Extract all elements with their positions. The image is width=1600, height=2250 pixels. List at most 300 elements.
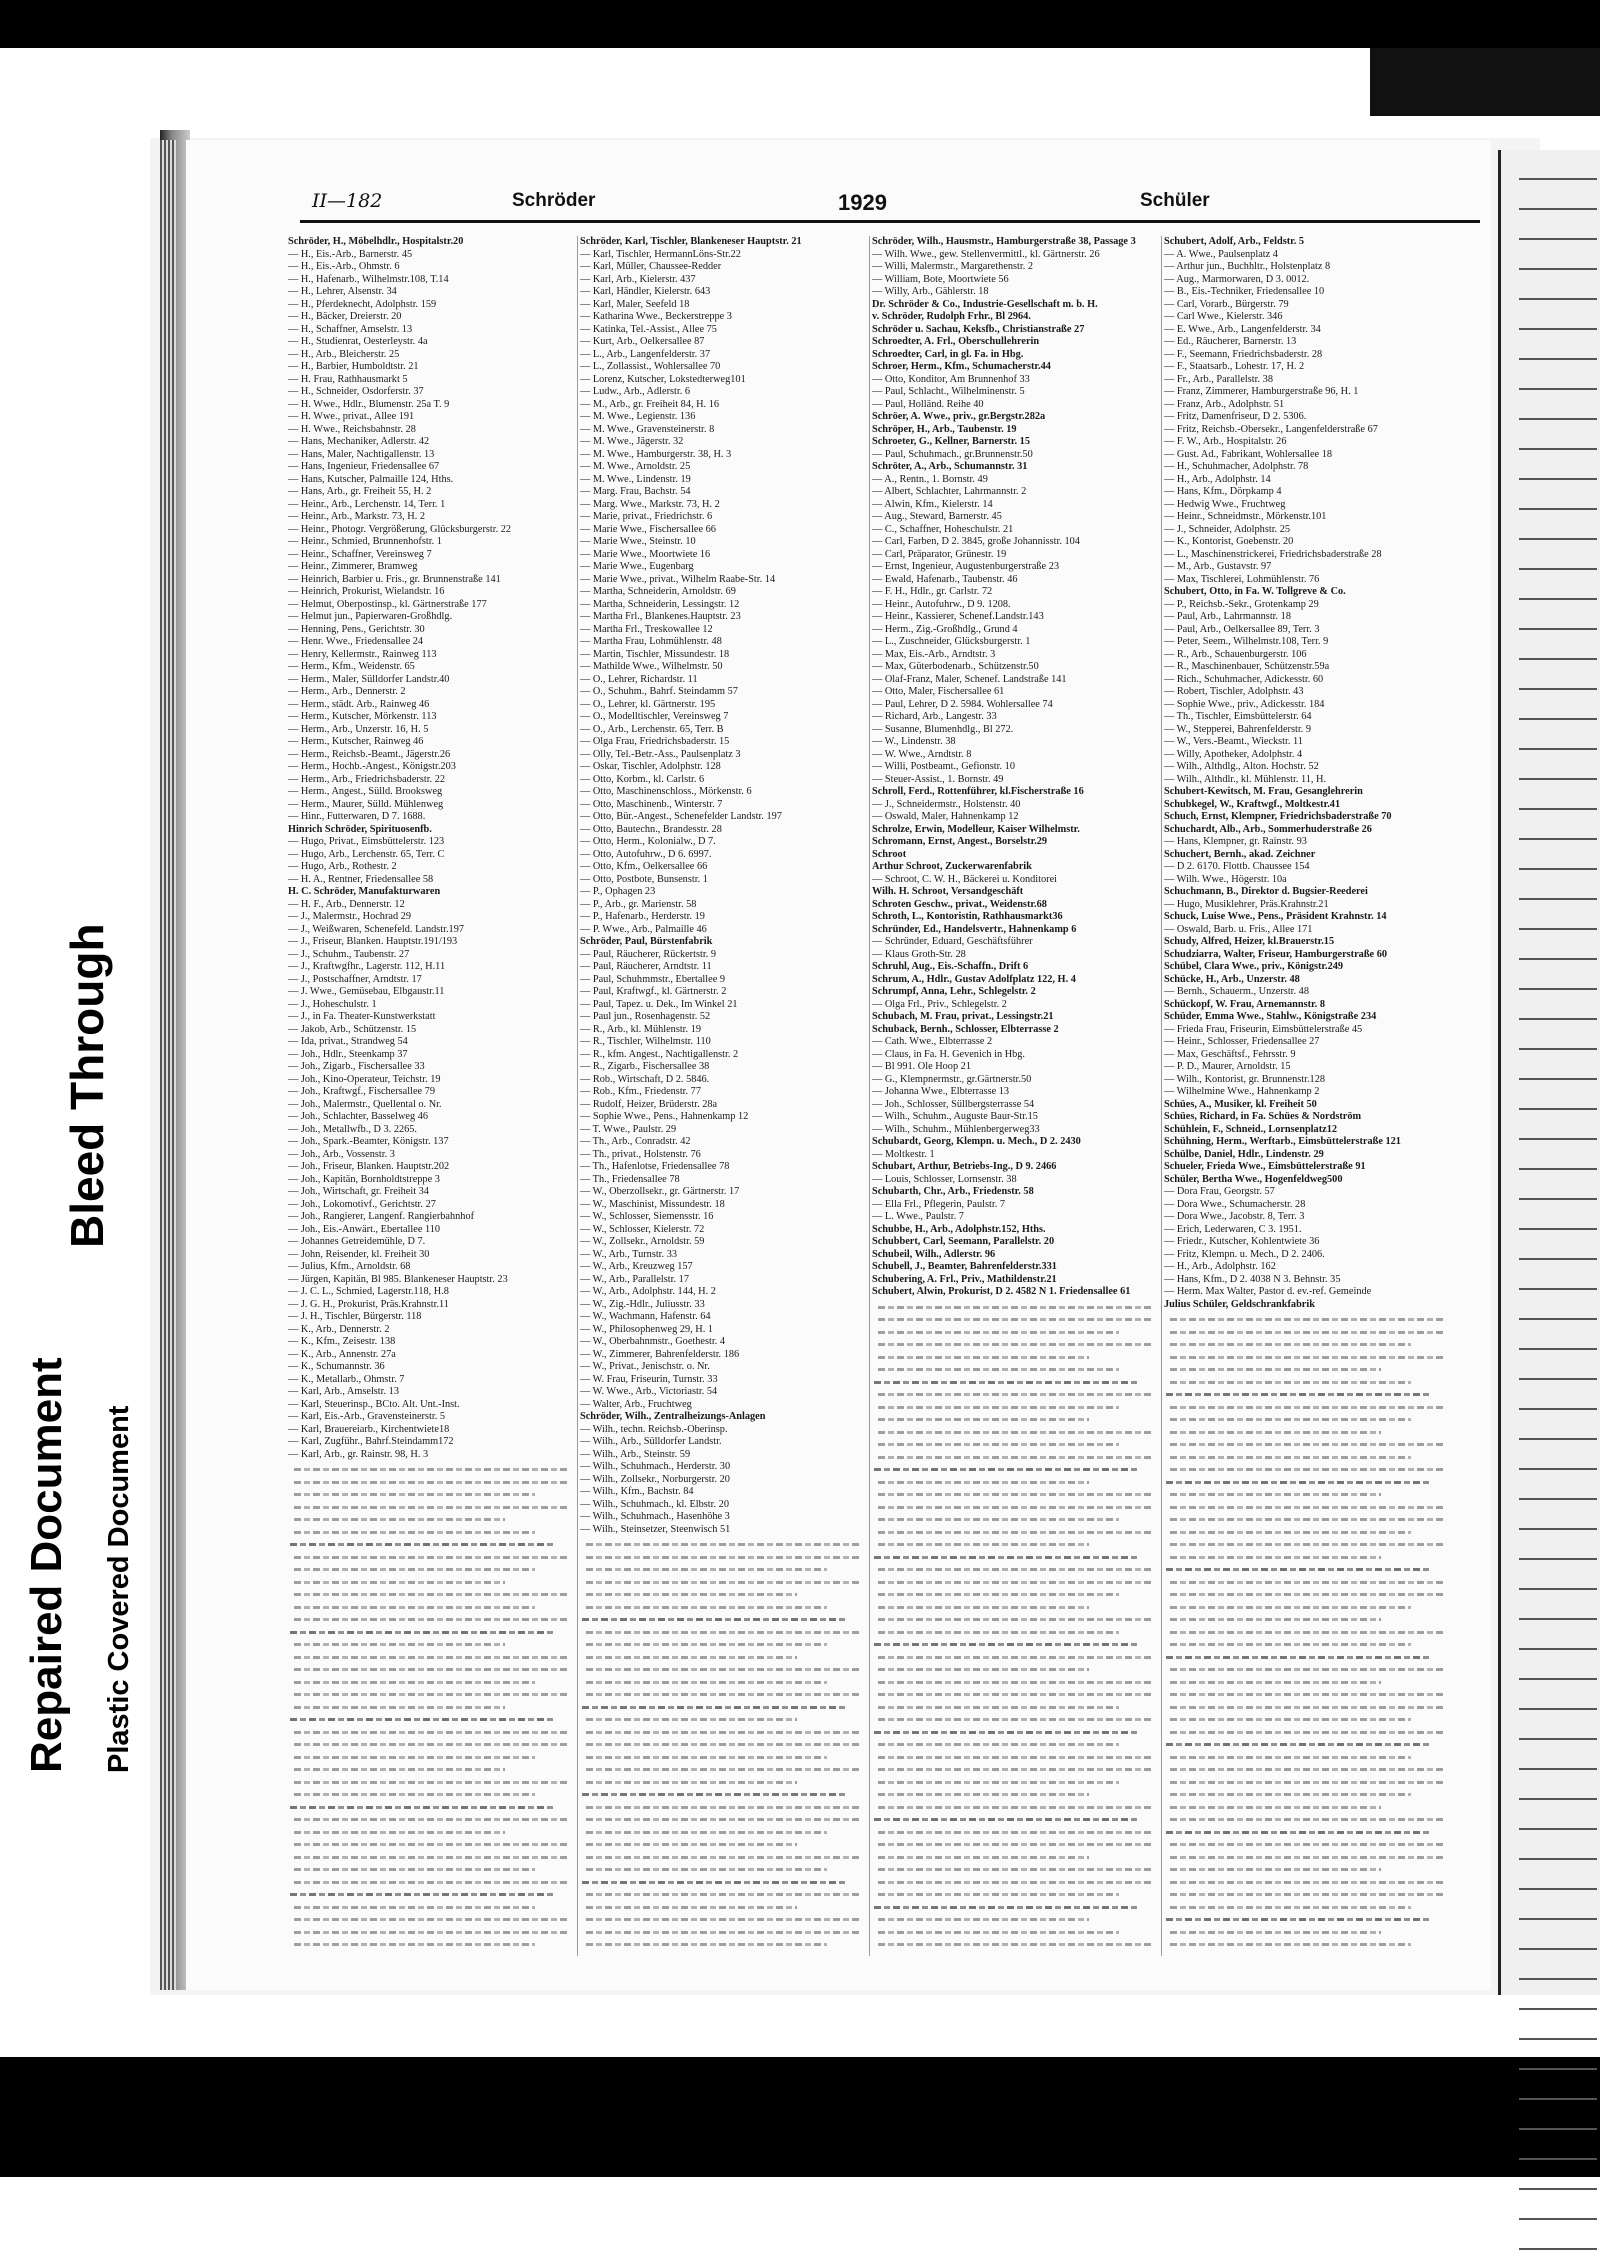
directory-entry: — Rob., Kfm., Friedenstr. 77: [580, 1086, 701, 1097]
directory-entry: — G., Klempnermstr., gr.Gärtnerstr.50: [872, 1073, 1032, 1085]
facing-page: [1498, 150, 1600, 1995]
directory-entry: Schückopf, W. Frau, Arnemannstr. 8: [1164, 998, 1325, 1010]
directory-entry: — Cath. Wwe., Elbterrasse 2: [872, 1036, 993, 1047]
directory-entry: — W. Wwe., Arndtstr. 8: [872, 748, 972, 760]
directory-entry: — Martha Frau, Lohmühlenstr. 48: [580, 636, 722, 647]
directory-entry: — Herm., Kfm., Weidenstr. 65: [288, 661, 415, 672]
directory-entry: — Marie Wwe., privat., Wilhelm Raabe-Str. 14: [580, 573, 776, 585]
directory-entry: — Ella Frl., Pflegerin, Paulstr. 7: [872, 1198, 1005, 1210]
bleed-through-label: Bleed Through: [61, 923, 113, 1248]
directory-entry: — K., Schumannstr. 36: [288, 1361, 385, 1372]
directory-entry: Wilh. H. Schroot, Versandgeschäft: [872, 886, 1024, 897]
directory-entry: — Otto, Bür.-Angest., Schenefelder Landstr. 197: [580, 811, 782, 822]
directory-entry: — J., Schuhm., Taubenstr. 27: [288, 948, 410, 960]
directory-entry: — W., Lindenstr. 38: [872, 736, 956, 747]
directory-entry: — Herm., Arb., Dennerstr. 2: [288, 686, 406, 697]
directory-entry: — Karl, Tischler, HermannLöns-Str.22: [580, 248, 741, 260]
directory-entry: — J., Weißwaren, Schenefeld. Landstr.197: [288, 923, 464, 935]
directory-entry: — Karl, Müller, Chaussee-Redder: [580, 261, 722, 272]
directory-entry: — Lorenz, Kutscher, Lokstedterweg101: [580, 373, 746, 385]
directory-entry: Schröder, H., Möbelhdlr., Hospitalstr.20: [288, 236, 464, 247]
directory-entry: — A., Rentn., 1. Bornstr. 49: [872, 473, 988, 485]
directory-entry: v. Schröder, Rudolph Frhr., Bl 2964.: [872, 311, 1031, 322]
directory-entry: — Friedr., Kutscher, Kohlentwiete 36: [1164, 1236, 1320, 1247]
directory-entry: — Carl, Farben, D 2. 3845, große Johannisstr. 104: [872, 536, 1080, 547]
directory-entry: — J., Malermstr., Hochrad 29: [288, 911, 411, 922]
directory-entry: — H., Lehrer, Alsenstr. 34: [288, 286, 397, 297]
directory-entry: — Paul, Holländ. Reihe 40: [872, 398, 984, 410]
directory-entry: — Olly, Tel.-Betr.-Ass., Paulsenplatz 3: [580, 748, 741, 760]
directory-entry: — Paul, Lehrer, D 2. 5984. Wohlersallee 74: [872, 698, 1053, 710]
directory-entry: — Th., Friedensallee 78: [580, 1173, 680, 1185]
directory-entry: — John, Reisender, kl. Freiheit 30: [288, 1248, 430, 1260]
directory-entry: — Henr. Wwe., Friedensallee 24: [288, 636, 424, 647]
directory-entry: — Karl, Arb., Kielerstr. 437: [580, 273, 696, 285]
directory-entry: — K., Arb., Dennerstr. 2: [288, 1323, 390, 1335]
directory-entry: — Marie Wwe., Steinstr. 10: [580, 536, 696, 547]
directory-entry: — Otto, Postbote, Bunsenstr. 1: [580, 873, 708, 885]
directory-entry: — M. Wwe., Legienstr. 136: [580, 411, 696, 422]
directory-entry: Schücke, H., Arb., Unzerstr. 48: [1164, 973, 1300, 985]
directory-entry: — Henning, Pens., Gerichtstr. 30: [288, 623, 425, 635]
directory-entry: — Paul, Kraftwgf., kl. Gärtnerstr. 2: [580, 986, 727, 997]
page-header: [300, 190, 1480, 223]
column-divider: [1161, 236, 1162, 1956]
directory-entry: — Hans, Kfm., Dörpkamp 4: [1164, 486, 1282, 497]
directory-entry: Schubeil, Wilh., Adlerstr. 96: [872, 1248, 996, 1260]
directory-entry: — W., Maschinist, Missundestr. 18: [580, 1198, 725, 1210]
directory-entry: — Paul, Tapez. u. Dek., Im Winkel 21: [580, 998, 738, 1010]
directory-entry: — Johanna Wwe., Elbterrasse 13: [872, 1086, 1010, 1097]
directory-column-2: [580, 236, 867, 1956]
directory-entry: Schübel, Clara Wwe., priv., Königstr.249: [1164, 961, 1344, 972]
directory-entry: Schröper, H., Arb., Taubenstr. 19: [872, 423, 1017, 435]
directory-entry: — Heinr., Photogr. Vergrößerung, Glücksburgerstr. 22: [288, 523, 512, 535]
directory-entry: Schroedter, A. Frl., Oberschullehrerin: [872, 336, 1040, 347]
directory-entry: — Paul, Räucherer, Arndtstr. 11: [580, 961, 712, 972]
directory-entry: — C., Schaffner, Hoheschulstr. 21: [872, 523, 1014, 535]
directory-entry: — Max, Güterbodenarb., Schützenstr.50: [872, 661, 1039, 672]
directory-entry: — Ludw., Arb., Adlerstr. 6: [580, 386, 691, 397]
directory-entry: — Th., Tischler, Eimsbüttelerstr. 64: [1164, 711, 1312, 722]
directory-entry: — W., Arb., Adolphstr. 144, H. 2: [580, 1286, 716, 1297]
directory-entry: Schroedter, Carl, in gl. Fa. in Hbg.: [872, 348, 1024, 360]
directory-entry: — W., Arb., Parallelstr. 17: [580, 1273, 689, 1285]
directory-entry: — Karl, Maler, Seefeld 18: [580, 298, 690, 310]
directory-entry: — Herm., Arb., Unzerstr. 16, H. 5: [288, 723, 429, 735]
plastic-covered-label: Plastic Covered Document: [103, 1405, 135, 1773]
directory-entry: — Helmut, Oberpostinsp., kl. Gärtnerstraße 177: [288, 598, 487, 610]
directory-entry: — Carl Wwe., Kielerstr. 346: [1164, 311, 1283, 322]
directory-entry: — Max, Eis.-Arb., Arndtstr. 3: [872, 648, 996, 660]
directory-entry: — Paul jun., Rosenhagenstr. 52: [580, 1011, 711, 1022]
directory-entry: — Herm., Hochb.-Angest., Königstr.203: [288, 761, 456, 772]
directory-entry: — Katharina Wwe., Beckerstreppe 3: [580, 311, 732, 322]
directory-entry: — Herm., Kutscher, Mörkenstr. 113: [288, 711, 437, 722]
directory-entry: — Wilh., Schuhm., Mühlenbergerweg33: [872, 1123, 1040, 1135]
directory-entry: — W., Oberzollsekr., gr. Gärtnerstr. 17: [580, 1186, 740, 1197]
directory-entry: — K., Arb., Annenstr. 27a: [288, 1348, 396, 1360]
directory-entry: — Mathilde Wwe., Wilhelmstr. 50: [580, 661, 723, 672]
directory-entry: — Paul, Arb., Oelkersallee 89, Terr. 3: [1164, 623, 1320, 635]
directory-entry: — Marie Wwe., Fischersallee 66: [580, 523, 716, 535]
directory-entry: — Walter, Arb., Fruchtweg: [580, 1398, 692, 1410]
directory-entry: — Wilh., Althdlr., kl. Mühlenstr. 11, H.: [1164, 773, 1327, 785]
directory-entry: — Albert, Schlachter, Lahrmannstr. 2: [872, 486, 1027, 497]
directory-entry: — H., Eis.-Arb., Ohmstr. 6: [288, 261, 400, 272]
directory-entry: — O., Modelltischler, Vereinsweg 7: [580, 711, 729, 722]
directory-entry: — Louis, Schlosser, Lornsenstr. 38: [872, 1173, 1017, 1185]
directory-entry: — Joh., Schlosser, Süllbergsterrasse 54: [872, 1098, 1035, 1110]
directory-entry: — W., Oberbahnmstr., Goethestr. 4: [580, 1336, 726, 1347]
directory-entry: Schubert, Alwin, Prokurist, D 2. 4582 N 1. Friedensallee 61: [872, 1286, 1131, 1297]
directory-entry: — Hugo, Arb., Lerchenstr. 65, Terr. C: [288, 848, 445, 860]
directory-entry: — Willy, Arb., Gählerstr. 18: [872, 286, 989, 297]
directory-entry: — Paul, Schlacht., Wilhelminenstr. 5: [872, 386, 1025, 397]
directory-entry: — F. W., Arb., Hospitalstr. 26: [1164, 436, 1287, 447]
directory-entry: — R., Arb., kl. Mühlenstr. 19: [580, 1023, 701, 1035]
directory-entry: — H., Schneider, Osdorferstr. 37: [288, 386, 424, 397]
directory-entry: — Th., privat., Holstenstr. 76: [580, 1148, 701, 1160]
directory-entry: Schubach, M. Frau, privat., Lessingstr.21: [872, 1011, 1054, 1022]
directory-entry: — Otto, Autofuhrw., D 6. 6997.: [580, 848, 712, 860]
directory-entry: — W., Stepperei, Bahrenfelderstr. 9: [1164, 723, 1311, 735]
directory-entry: — W., Privat., Jenischstr. o. Nr.: [580, 1361, 710, 1372]
directory-entry: — W., Arb., Kreuzweg 157: [580, 1261, 693, 1272]
directory-entry: — R., Tischler, Wilhelmstr. 110: [580, 1036, 711, 1047]
directory-entry: — M. Wwe., Arnoldstr. 25: [580, 461, 691, 472]
directory-entry: — Olaf-Franz, Maler, Schenef. Landstraße 141: [872, 673, 1067, 685]
directory-entry: — Sophie Wwe., Pens., Hahnenkamp 12: [580, 1111, 749, 1122]
directory-entry: — Aug., Steward, Barnerstr. 45: [872, 511, 1002, 522]
directory-entry: — Wilh., Zollsekr., Norburgerstr. 20: [580, 1473, 730, 1485]
directory-entry: — J. H., Tischler, Bürgerstr. 118: [288, 1311, 422, 1322]
directory-entry: Arthur Schroot, Zuckerwarenfabrik: [872, 861, 1032, 872]
directory-entry: — J. C. L., Schmied, Lagerstr.118, H.8: [288, 1286, 449, 1297]
directory-entry: — W., Schlosser, Kielerstr. 72: [580, 1223, 705, 1235]
directory-entry: — P., Arb., gr. Marienstr. 58: [580, 898, 697, 910]
directory-entry: — W., Wachmann, Hafenstr. 64: [580, 1311, 711, 1322]
directory-entry: — H., Schaffner, Amselstr. 13: [288, 323, 413, 335]
directory-entry: Schroten Geschw., privat., Weidenstr.68: [872, 898, 1047, 910]
directory-entry: — Heinr., Zimmerer, Bramweg: [288, 561, 418, 572]
directory-entry: — Gust. Ad., Fabrikant, Wohlersallee 18: [1164, 448, 1332, 460]
directory-entry: Schroth, L., Kontoristin, Rathhausmarkt36: [872, 911, 1063, 922]
directory-column-1: [288, 236, 575, 1956]
directory-entry: — Schroot, C. W. H., Bäckerei u. Konditorei: [872, 873, 1058, 885]
directory-entry: — Rich., Schuhmacher, Adickesstr. 60: [1164, 673, 1324, 685]
directory-entry: — H. F., Arb., Dennerstr. 12: [288, 898, 405, 910]
directory-entry: — Martha, Schneiderin, Lessingstr. 12: [580, 598, 740, 610]
directory-entry: — Carl, Vorarb., Bürgerstr. 79: [1164, 298, 1289, 310]
directory-entry: — Olga Frl., Priv., Schlegelstr. 2: [872, 998, 1007, 1010]
directory-entry: — Ernst, Ingenieur, Augustenburgerstraße 23: [872, 561, 1059, 572]
directory-entry: — R., Arb., Schauenburgerstr. 106: [1164, 648, 1307, 660]
directory-entry: — Kurt, Arb., Oelkersallee 87: [580, 336, 705, 347]
directory-entry: — J., Postschaffner, Arndtstr. 17: [288, 973, 422, 985]
directory-entry: — L. Wwe., Paulstr. 7: [872, 1211, 964, 1222]
directory-entry: — Joh., Lokomotivf., Gerichtstr. 27: [288, 1198, 436, 1210]
directory-entry: — Heinr., Arb., Lerchenstr. 14, Terr. 1: [288, 498, 446, 510]
directory-entry: — H., Pferdeknecht, Adolphstr. 159: [288, 298, 437, 310]
directory-entry: Schuck, Luise Wwe., Pens., Präsident Krahnstr. 14: [1164, 911, 1387, 922]
directory-entry: — Otto, Maler, Fischersallee 61: [872, 686, 1005, 697]
directory-entry: Schüder, Emma Wwe., Stahlw., Königstraße 234: [1164, 1011, 1377, 1022]
directory-entry: — Herm., Maurer, Sülld. Mühlenweg: [288, 798, 444, 810]
directory-entry: — H. A., Rentner, Friedensallee 58: [288, 873, 434, 885]
directory-entry: — Karl, Arb., Amselstr. 13: [288, 1386, 399, 1397]
directory-entry: Schröder, Wilh., Zentralheizungs-Anlagen: [580, 1411, 766, 1422]
scan-border-top: [0, 0, 1600, 48]
directory-entry: Schröer, A. Wwe., priv., gr.Bergstr.282a: [872, 411, 1046, 422]
directory-entry: Julius Schüler, Geldschrankfabrik: [1164, 1298, 1315, 1310]
page-edges: [160, 140, 176, 1990]
directory-entry: — Dora Frau, Georgstr. 57: [1164, 1186, 1275, 1197]
directory-entry: — Joh., Eis.-Anwärt., Ebertallee 110: [288, 1223, 441, 1235]
directory-entry: — B., Eis.-Techniker, Friedensallee 10: [1164, 286, 1325, 297]
directory-entry: — Th., Arb., Conradstr. 42: [580, 1136, 691, 1147]
directory-entry: — H., Barbier, Humboldtstr. 21: [288, 361, 419, 372]
directory-entry: — Oswald, Barb. u. Fris., Allee 171: [1164, 923, 1313, 935]
directory-entry: Schubbert, Carl, Seemann, Parallelstr. 20: [872, 1236, 1055, 1247]
directory-entry: Schuchardt, Alb., Arb., Sommerhuderstraße 26: [1164, 823, 1372, 835]
directory-entry: Schroer, Herm., Kfm., Schumacherstr.44: [872, 361, 1051, 372]
directory-entry: — Wilh., Schuhmach., Herderstr. 30: [580, 1461, 731, 1472]
directory-entry: — Claus, in Fa. H. Gevenich in Hbg.: [872, 1048, 1026, 1060]
directory-entry: — R., kfm. Angest., Nachtigallenstr. 2: [580, 1048, 739, 1060]
directory-entry: — Wilh. Wwe., Högerstr. 10a: [1164, 873, 1287, 885]
directory-entry: — K., Kfm., Zeisestr. 138: [288, 1336, 396, 1347]
directory-entry: Schubkegel, W., Kraftwgf., Moltkestr.41: [1164, 798, 1341, 810]
directory-entry: Schruhl, Aug., Eis.-Schaffn., Drift 6: [872, 961, 1029, 972]
directory-entry: — Wilh., Kfm., Bachstr. 84: [580, 1486, 694, 1497]
directory-entry: Dr. Schröder & Co., Industrie-Gesellschaft m. b. H.: [872, 298, 1098, 310]
directory-entry: — Bernh., Schauerm., Unzerstr. 48: [1164, 986, 1309, 997]
directory-entry: — H., Schuhmacher, Adolphstr. 78: [1164, 461, 1309, 472]
directory-entry: — Karl, Arb., gr. Rainstr. 98, H. 3: [288, 1448, 429, 1460]
directory-entry: — Joh., Arb., Vossenstr. 3: [288, 1148, 395, 1160]
directory-entry: — R., Maschinenbauer, Schützenstr.59a: [1164, 661, 1330, 672]
directory-entry: Schuchert, Bernh., akad. Zeichner: [1164, 848, 1316, 860]
column-continuation: [288, 1463, 575, 1951]
directory-entry: — Hans, Ingenieur, Friedensallee 67: [288, 461, 440, 472]
directory-entry: — Wilh., Arb., Steinstr. 59: [580, 1448, 691, 1460]
directory-entry: Schubarth, Chr., Arb., Friedenstr. 58: [872, 1186, 1034, 1197]
directory-entry: — M., Arb., Gustavstr. 97: [1164, 561, 1272, 572]
directory-entry: — P., Reichsb.-Sekr., Grotenkamp 29: [1164, 598, 1319, 610]
directory-entry: — F., Seemann, Friedrichsbaderstr. 28: [1164, 348, 1323, 360]
header-first-name: Schröder: [512, 190, 596, 211]
directory-entry: — Ewald, Hafenarb., Taubenstr. 46: [872, 573, 1018, 585]
directory-entry: — Hugo, Musiklehrer, Präs.Krahnstr.21: [1164, 898, 1329, 910]
directory-entry: Schühning, Herm., Werftarb., Eimsbüttelerstraße 121: [1164, 1136, 1401, 1147]
directory-entry: Schubert, Otto, in Fa. W. Tollgreve & Co.: [1164, 586, 1346, 597]
directory-entry: — Th., Hafenlotse, Friedensallee 78: [580, 1161, 730, 1172]
directory-entry: — Franz, Zimmerer, Hamburgerstraße 96, H. 1: [1164, 386, 1359, 397]
directory-entry: Schubardt, Georg, Klempn. u. Mech., D 2. 2430: [872, 1136, 1081, 1147]
directory-entry: — J., Hoheschulstr. 1: [288, 998, 377, 1010]
directory-entry: — Herm., Arb., Friedrichsbaderstr. 22: [288, 773, 445, 785]
directory-entry: — Wilh., techn. Reichsb.-Oberinsp.: [580, 1423, 728, 1435]
directory-entry: — W. Wwe., Arb., Victoriastr. 54: [580, 1386, 718, 1397]
directory-entry: — L., Maschinenstrickerei, Friedrichsbaderstraße 28: [1164, 548, 1382, 560]
directory-entry: — Erich, Lederwaren, C 3. 1951.: [1164, 1223, 1302, 1235]
directory-entry: Schües, Richard, in Fa. Schües & Nordström: [1164, 1111, 1362, 1122]
page-number: II—182: [312, 190, 383, 212]
directory-entry: — Wilh., Schuhmach., kl. Elbstr. 20: [580, 1498, 729, 1510]
directory-entry: — Schründer, Eduard, Geschäftsführer: [872, 936, 1033, 947]
directory-entry: — Franz, Arb., Adolphstr. 51: [1164, 398, 1285, 410]
directory-entry: — Karl, Zugführ., Bahrf.Steindamm172: [288, 1436, 454, 1447]
directory-entry: Schroeter, G., Kellner, Barnerstr. 15: [872, 436, 1030, 447]
column-continuation: [1164, 1313, 1451, 1951]
directory-entry: — Otto, Bautechn., Brandesstr. 28: [580, 823, 722, 835]
directory-entry: — Herm., Kutscher, Rainweg 46: [288, 736, 424, 747]
directory-entry: — Ed., Räucherer, Barnerstr. 13: [1164, 336, 1297, 347]
directory-entry: Schrumpf, Anna, Lehr., Schlegelstr. 2: [872, 986, 1036, 997]
directory-entry: — H., Arb., Adolphstr. 162: [1164, 1261, 1276, 1272]
directory-entry: — M., Arb., gr. Freiheit 84, H. 16: [580, 398, 720, 410]
directory-entry: — Olga Frau, Friedrichsbaderstr. 15: [580, 736, 730, 747]
directory-entry: — Willi, Malermstr., Margarethenstr. 2: [872, 261, 1034, 272]
directory-entry: — Otto, Herm., Kolonialw., D 7.: [580, 836, 716, 847]
directory-entry: — Otto, Korbm., kl. Carlstr. 6: [580, 773, 705, 785]
column-continuation: [872, 1301, 1159, 1951]
directory-entry: — Carl, Präparator, Grünestr. 19: [872, 548, 1007, 560]
directory-entry: — Wilhelmine Wwe., Hahnenkamp 2: [1164, 1086, 1320, 1097]
directory-entry: — K., Metallarb., Ohmstr. 7: [288, 1373, 405, 1385]
directory-entry: — H. Wwe., Hdlr., Blumenstr. 25a T. 9: [288, 398, 450, 410]
directory-entry: — O., Arb., Lerchenstr. 65, Terr. B: [580, 723, 724, 735]
directory-entry: — Katinka, Tel.-Assist., Allee 75: [580, 323, 717, 335]
directory-entry: — Frieda Frau, Friseurin, Eimsbüttelerstraße 45: [1164, 1023, 1363, 1035]
directory-entry: — Joh., Schlachter, Basselweg 46: [288, 1111, 428, 1122]
directory-entry: — W., Schlosser, Siemensstr. 16: [580, 1211, 714, 1222]
directory-entry: — William, Bote, Moortwiete 56: [872, 273, 1009, 285]
directory-entry: — Joh., Metallwfb., D 3. 2265.: [288, 1123, 417, 1135]
directory-entry: Schudy, Alfred, Heizer, kl.Brauerstr.15: [1164, 936, 1335, 947]
directory-entry: — Herm., Angest., Sülld. Brooksweg: [288, 786, 443, 797]
directory-entry: — D 2. 6170. Flottb. Chaussee 154: [1164, 861, 1310, 872]
directory-entry: Schröter, A., Arb., Schumannstr. 31: [872, 461, 1028, 472]
directory-entry: — Willy, Apotheker, Adolphstr. 4: [1164, 748, 1303, 760]
directory-entry: — Herm., Maler, Sülldorfer Landstr.40: [288, 673, 450, 685]
directory-entry: Schubert-Kewitsch, M. Frau, Gesanglehrerin: [1164, 786, 1363, 797]
directory-entry: Schuback, Bernh., Schlosser, Elbterrasse 2: [872, 1023, 1059, 1035]
directory-entry: — Henry, Kellermstr., Rainweg 113: [288, 648, 437, 660]
directory-entry: — W. Frau, Friseurin, Turnstr. 33: [580, 1373, 718, 1385]
header-year: 1929: [838, 190, 887, 215]
directory-entry: — Martha Frl., Treskowallee 12: [580, 623, 713, 635]
directory-entry: — Wilh., Schuhmach., Hasenhöhe 3: [580, 1511, 730, 1522]
directory-entry: Schrolze, Erwin, Modelleur, Kaiser Wilhelmstr.: [872, 823, 1080, 835]
directory-entry: — Jürgen, Kapitän, Bl 985. Blankeneser Hauptstr. 23: [288, 1273, 508, 1285]
directory-entry: — F. H., Hdlr., gr. Carlstr. 72: [872, 586, 993, 597]
directory-entry: — Joh., Malermstr., Quellental o. Nr.: [288, 1098, 442, 1110]
directory-entry: — Joh., Hdlr., Steenkamp 37: [288, 1048, 408, 1060]
directory-entry: — Alwin, Kfm., Kielerstr. 14: [872, 498, 993, 510]
directory-entry: — Fritz, Damenfriseur, D 2. 5306.: [1164, 411, 1307, 422]
directory-entry: — H., Arb., Adolphstr. 14: [1164, 473, 1271, 485]
directory-entry: — Aug., Marmorwaren, D 3. 0012.: [1164, 273, 1310, 285]
directory-entry: — Heinr., Schaffner, Vereinsweg 7: [288, 548, 432, 560]
directory-entry: — Willi, Postbeamt., Gefionstr. 10: [872, 761, 1015, 772]
directory-entry: — Marie Wwe., Moortwiete 16: [580, 548, 711, 560]
directory-entry: — Joh., Friseur, Blanken. Hauptstr.202: [288, 1161, 450, 1172]
directory-entry: — A. Wwe., Paulsenplatz 4: [1164, 248, 1278, 260]
directory-entry: — Hans, Klempner, gr. Rainstr. 93: [1164, 836, 1307, 847]
directory-entry: — H. Wwe., Reichsbahnstr. 28: [288, 423, 416, 435]
directory-entry: — Helmut jun., Papierwaren-Großhdlg.: [288, 611, 453, 622]
directory-entry: — Heinr., Schlosser, Friedensallee 27: [1164, 1036, 1320, 1047]
directory-entry: — P. D., Maurer, Arnoldstr. 15: [1164, 1061, 1291, 1072]
directory-entry: — Joh., Kapitän, Bornholdtstreppe 3: [288, 1173, 440, 1185]
directory-entry: — Johannes Getreidemühle, D 7.: [288, 1236, 426, 1247]
directory-entry: — Robert, Tischler, Adolphstr. 43: [1164, 686, 1304, 697]
directory-entry: — Max, Geschäftsf., Fehrsstr. 9: [1164, 1048, 1296, 1060]
header-last-name: Schüler: [1140, 190, 1210, 211]
directory-entry: Schubert, Adolf, Arb., Feldstr. 5: [1164, 236, 1305, 247]
directory-entry: — J., Kraftwgfhr., Lagerstr. 112, H.11: [288, 961, 446, 972]
directory-entry: — Heinrich, Barbier u. Fris., gr. Brunnenstraße 141: [288, 573, 501, 585]
directory-entry: Schuch, Ernst, Klempner, Friedrichsbaderstraße 70: [1164, 811, 1392, 822]
directory-entry: — Hans, Arb., gr. Freiheit 55, H. 2: [288, 486, 432, 497]
directory-entry: — Karl, Steuerinsp., BCto. Alt. Unt.-Inst.: [288, 1398, 460, 1410]
directory-entry: — H., Studienrat, Oesterleystr. 4a: [288, 336, 428, 347]
directory-entry: — Fritz, Klempn. u. Mech., D 2. 2406.: [1164, 1248, 1325, 1260]
directory-entry: — W., Vers.-Beamt., Wieckstr. 11: [1164, 736, 1303, 747]
directory-entry: — J., Schneidermstr., Holstenstr. 40: [872, 798, 1021, 810]
column-divider: [577, 236, 578, 1956]
directory-entry: — Herm., städt. Arb., Rainweg 46: [288, 698, 430, 710]
directory-entry: — Fr., Arb., Parallelstr. 38: [1164, 373, 1273, 385]
directory-entry: Schründer, Ed., Handelsvertr., Hahnenkamp 6: [872, 923, 1077, 935]
directory-entry: Schubart, Arthur, Betriebs-Ing., D 9. 2466: [872, 1161, 1057, 1172]
directory-entry: — Wilh., Steinsetzer, Steenwisch 51: [580, 1523, 731, 1535]
directory-entry: — Wilh., Arb., Sülldorfer Landstr.: [580, 1436, 722, 1447]
directory-entry: — Jakob, Arb., Schützenstr. 15: [288, 1023, 417, 1035]
directory-entry: — Marie, privat., Friedrichstr. 6: [580, 511, 713, 522]
directory-entry: — Rob., Wirtschaft, D 2. 5846.: [580, 1073, 710, 1085]
directory-entry: — Hans, Maler, Nachtigallenstr. 13: [288, 448, 435, 460]
directory-entry: — Bl 991. Ole Hoop 21: [872, 1061, 971, 1072]
directory-entry: Schrum, A., Hdlr., Gustav Adolfplatz 122, H. 4: [872, 973, 1076, 985]
directory-entry: — Oskar, Tischler, Adolphstr. 128: [580, 761, 721, 772]
directory-entry: — J., Friseur, Blanken. Hauptstr.191/193: [288, 936, 458, 947]
directory-entry: — O., Lehrer, kl. Gärtnerstr. 195: [580, 698, 716, 710]
directory-entry: Schröder, Wilh., Hausmstr., Hamburgerstraße 38, Passage 3: [872, 236, 1136, 247]
directory-entry: — W., Arb., Turnstr. 33: [580, 1248, 677, 1260]
directory-entry: — Hugo, Arb., Rothestr. 2: [288, 861, 397, 872]
directory-entry: — Sophie Wwe., priv., Adickesstr. 184: [1164, 698, 1325, 710]
directory-entry: — Heinr., Schneidmstr., Mörkenstr.101: [1164, 511, 1327, 522]
directory-entry: — Paul, Schuhmmstr., Ebertallee 9: [580, 973, 725, 985]
directory-entry: — Paul, Räucherer, Rückertstr. 9: [580, 948, 716, 960]
directory-entry: Schueler, Frieda Wwe., Eimsbüttelerstraße 91: [1164, 1161, 1366, 1172]
directory-entry: — Steuer-Assist., 1. Bornstr. 49: [872, 773, 1004, 785]
directory-entry: — J. Wwe., Gemüsebau, Elbgaustr.11: [288, 986, 445, 997]
directory-entry: — K., Kontorist, Goebenstr. 20: [1164, 536, 1294, 547]
directory-entry: — Ida, privat., Strandweg 54: [288, 1036, 408, 1047]
directory-entry: — P. Wwe., Arb., Palmaille 46: [580, 923, 707, 935]
directory-entry: — M. Wwe., Hamburgerstr. 38, H. 3: [580, 448, 732, 460]
directory-entry: — Martha Frl., Blankenes.Hauptstr. 23: [580, 611, 741, 622]
directory-entry: — Herm., Zig.-Großhdlg., Grund 4: [872, 623, 1018, 635]
directory-entry: — J., Schneider, Adolphstr. 25: [1164, 523, 1291, 535]
directory-entry: — F., Staatsarb., Lohestr. 17, H. 2: [1164, 361, 1305, 372]
directory-entry: H. C. Schröder, Manufakturwaren: [288, 886, 441, 897]
directory-entry: — T. Wwe., Paulstr. 29: [580, 1123, 677, 1135]
